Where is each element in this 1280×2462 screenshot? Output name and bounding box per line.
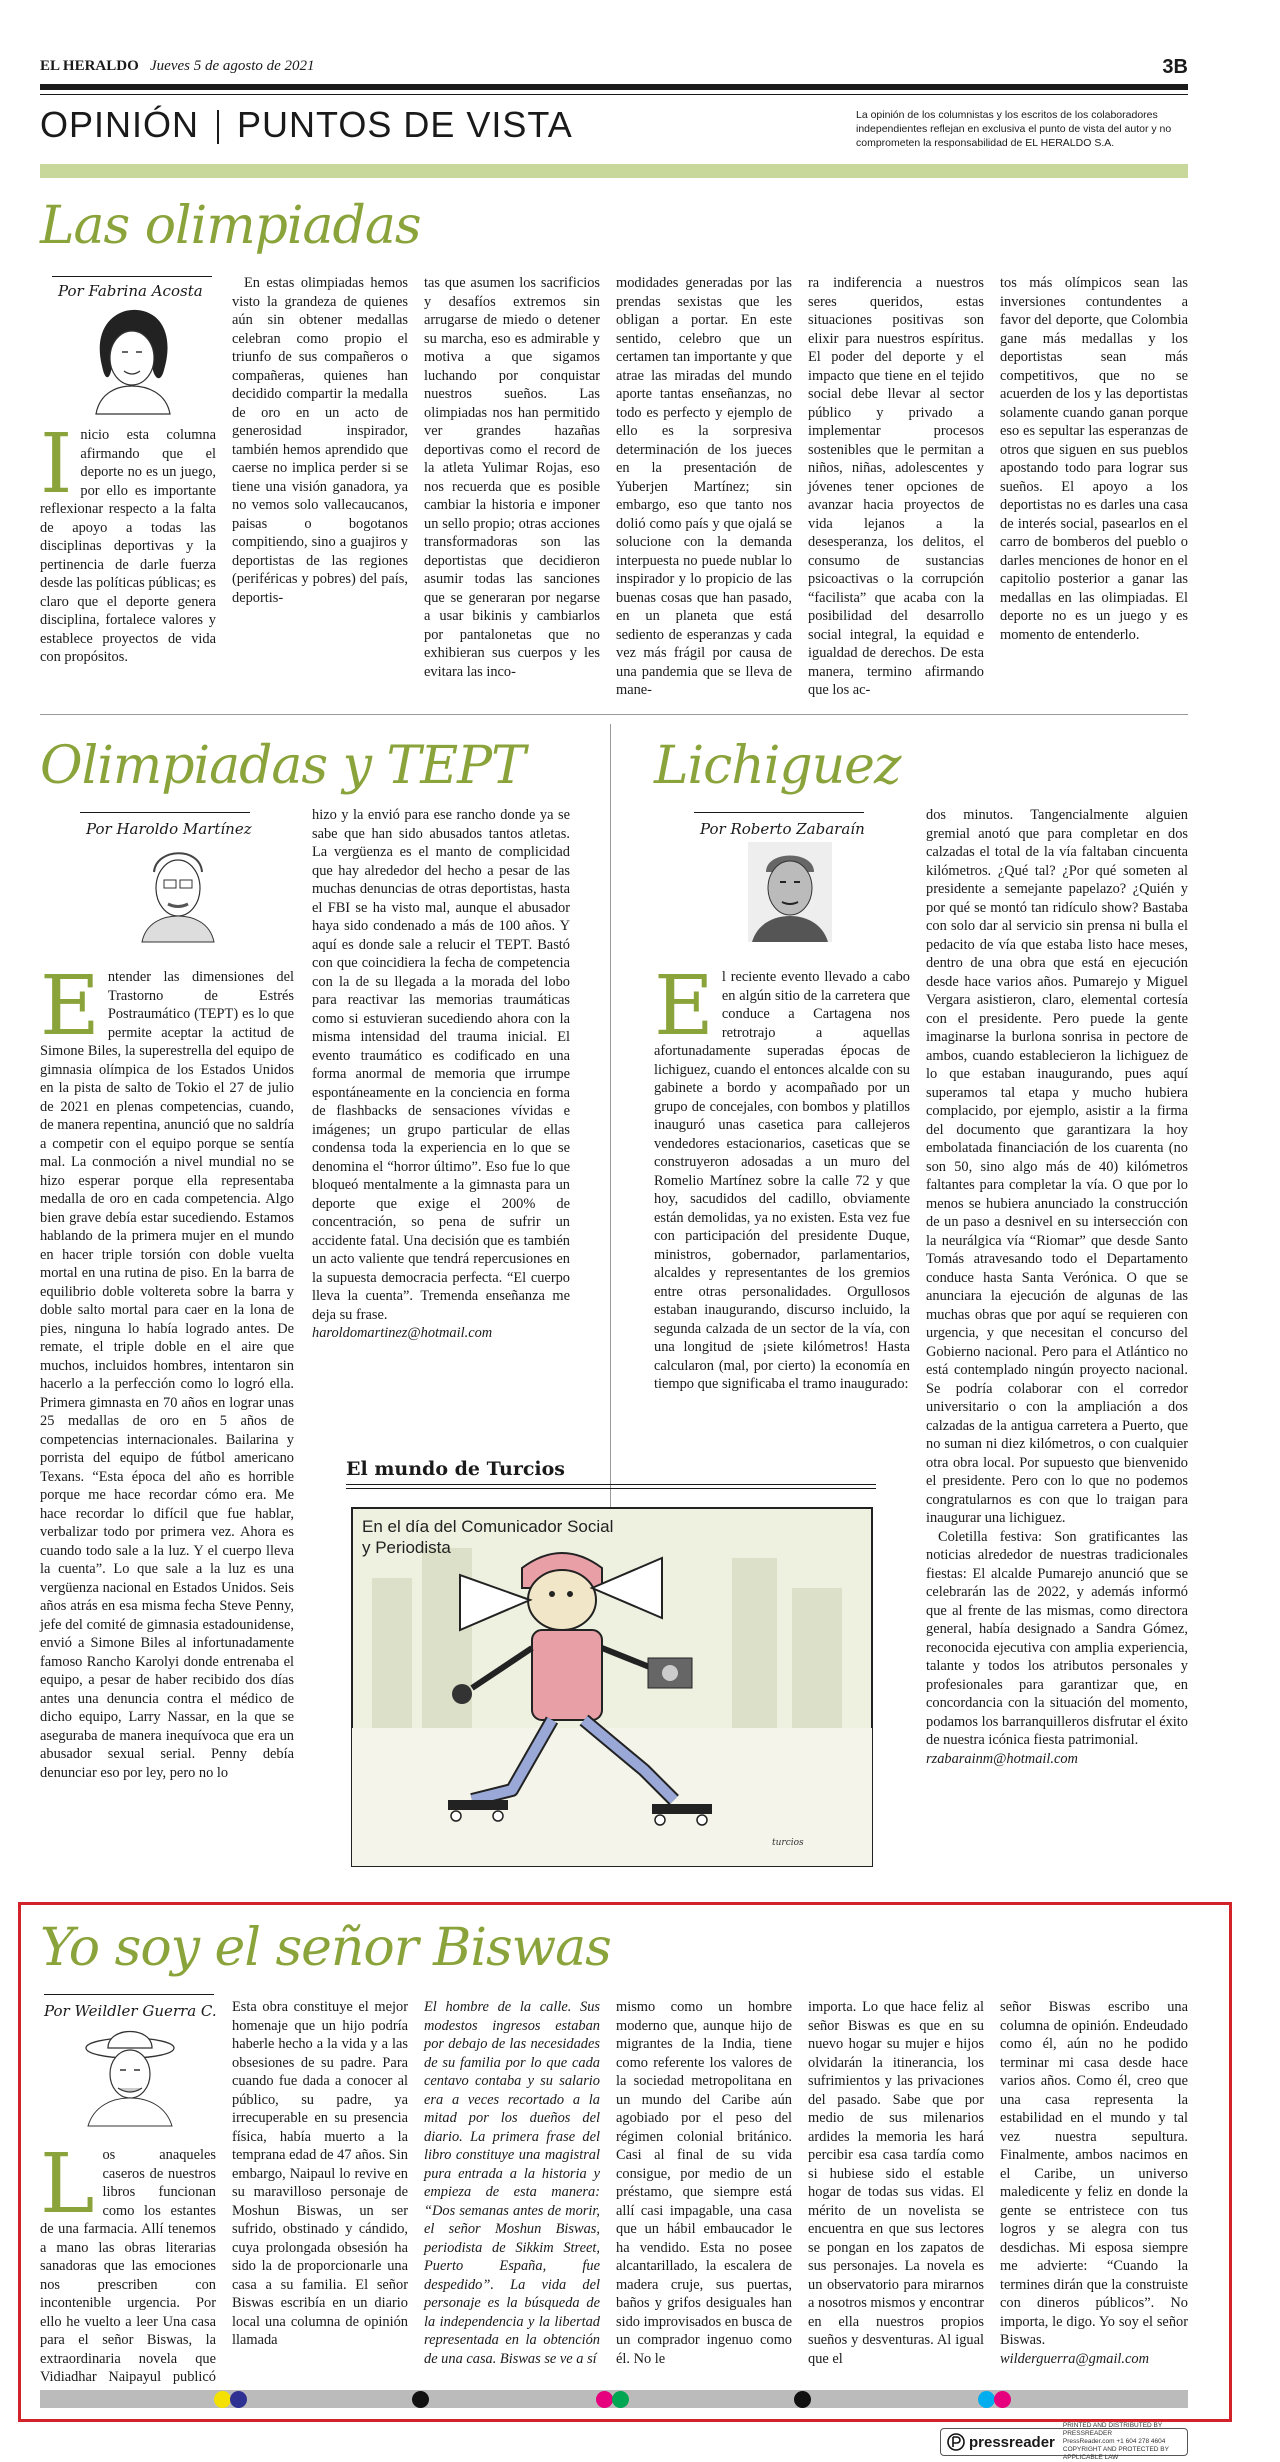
cartoon-section-title: El mundo de Turcios — [346, 1458, 565, 1480]
pressreader-logo-icon — [947, 2433, 965, 2451]
paragraph: Coletilla festiva: Son gratificantes las noticias alrededor de nuestras tradicionales fiestas: El alcalde Pumarejo anunció que se celebrarán las de 2022, y además informó que al frente de las mismas, como directora general, había designado a Sandra Gómez, reconocida ejecutiva con amplia experiencia, talante y todos los atributos personales y profesionales para garantizar que, en concordancia con la situación del momento, podamos los barranquilleros disfrutar el éxito de nuestra icónica fiesta patrimonial. — [926, 1528, 1188, 1748]
pressreader-brand: pressreader — [969, 2433, 1055, 2451]
article-column — [654, 959, 910, 1530]
newspaper-name: EL HERALDO — [40, 58, 139, 74]
author-portrait-icon — [748, 842, 832, 942]
byline-rule — [44, 1994, 214, 1995]
registration-dot — [978, 2391, 995, 2408]
section-divider — [217, 110, 219, 144]
cartoon-rule — [346, 1488, 876, 1489]
editorial-cartoon — [352, 1508, 872, 1866]
paragraph: mismo como un hombre moderno que, aunque hijo de migrantes de la India, tiene como referente los valores de la sociedad metropolitana en un mundo del Caribe aún agobiado por el peso del régimen colonial británico. Casi al final de su vida consigue, por medio de un préstamo, que siempre está allí casi impagable, una casa que un hábil embaucador le ha vendido. Esta no posee alcantarillado, la escalera de madera cruje, sus puertas, baños y grifos desiguales han sido improvisados en busca de un comprador ingenuo como él. No le — [616, 1999, 792, 2367]
edition-date: Jueves 5 de agosto de 2021 — [150, 58, 315, 74]
paragraph: señor Biswas escribo una columna de opinión. Endeudado como él, aún no he podido terminar mi casa desde hace varios años. Como él, creo que una casa representa la estabilidad en el mundo y tal vez nuestra sepultura. Finalmente, ambos nacimos en el Caribe, un universo maledicente y feliz en donde la gente se entristece con tus logros y se alegra con tus desdichas. Mi esposa siempre me advierte: “Cuando la termines dirán que la construiste con dineros públicos”. No importa, le digo. Yo soy el señor Biswas. — [1000, 1999, 1188, 2348]
article-column — [926, 806, 1188, 1846]
paragraph: tos más olímpicos sean las inversiones contundentes a favor del deporte, que Colombia gane más medallas y los deportistas sean más competitivos, que no se acuerden de los y las deportistas solamente cuando ganan porque eso es sepultar las esperanzas de otros que siguen en sus pueblos apostando todo para lograr sus sueños. El apoyo a los deportistas no es darles una casa de interés social, pasearlos en el carro de bomberos del pueblo o darles menciones de honor en el capitolio posterior a ganar las medallas en las olimpiadas. El deporte no es un juego y es momento de entenderlo. — [1000, 275, 1188, 643]
section-title — [40, 104, 573, 146]
cartoon-signature: turcios — [772, 1838, 804, 1848]
author-portrait-icon — [136, 842, 220, 942]
author-portrait-icon — [82, 2026, 178, 2126]
drop-cap: L — [40, 2137, 95, 2232]
article-title: Lichiguez — [654, 736, 901, 796]
article-column — [1000, 274, 1188, 694]
article-column — [616, 1998, 792, 2382]
paragraph: l reciente evento llevado a cabo en algún sitio de la carretera que conduce a Cartagena nos retrotrajo a aquellas afortunadamente superadas épocas de lichiguez, cuando el entonces alcalde con su gabinete a bordo y acompañado por un grupo de concejales, con bombos y platillos inauguró unas casetica para callejeros vendedores estacionarios, caseticas que se construyeron adosadas a un muro del Romelio Martínez sobre la calle 72 y que hoy, sacudidos del cadillo, obviamente están demolidas, ya no existen. Esta vez fue con participación del presidente Duque, ministros, gobernador, parlamentarios, alcaldes y representantes de los gremios entre otras personalidades. Orgullosos estaban inaugurando, discurso incluido, la segunda calzada de un sector de la vía, con una longitud de ¡siete kilómetros! Hasta calcularon (mal, por cierto) la economía en tiempo que significaba el tramo inaugurado: — [654, 969, 910, 1392]
paragraph: importa. Lo que hace feliz al señor Biswas es que en su nuevo hogar su mujer e hijos olvidarán la itinerancia, los sufrimientos y las privaciones del pasado. Sabe que por medio de sus milenarios ardides la memoria les hará percibir esa casa tardía como si hubiese sido el estable hogar de todas sus vidas. El mérito de un novelista se encuentra en que sus lectores se pongan en los zapatos de sus personajes. La novela es un observatorio para mirarnos a nosotros mismos y encontrar en ella nuestros propios sueños y desventuras. Al igual que el — [808, 1999, 984, 2367]
pressreader-phone: PressReader.com +1 604 278 4604 — [1062, 2438, 1166, 2445]
article-separator — [40, 714, 1188, 715]
author-portrait-icon — [82, 306, 182, 414]
paragraph: modidades generadas por las prendas sexistas que les obligan a portar. En este sentido, celebro que un certamen tan importante y que atrae las miradas del mundo aporte tantas enseñanzas, no todo es perfecto y ejemplo de ello es la sorpresiva determinación de los jueces en la presentación de Yuberjen Martínez; sin embargo, eso que tanto nos dolió como país y que ojalá se solucione con la demanda interpuesta no puede nublar lo inspirador y lo propicio de las buenas cosas que han pasado, en un planeta que está sediento de esperanzas y cada vez más frágil por causa de una pandemia que se lleva de mane- — [616, 275, 792, 698]
cartoon-caption: En el día del Comunicador Social y Periodista — [362, 1517, 614, 1557]
paragraph: tas que asumen los sacrificios y desafíos extremos sin arrugarse de miedo o detener su marcha, eso es admirable y motiva a que sigamos luchando por conquistar nuestros sueños. Las olimpiadas nos han permitido ver grandes hazañas deportivas como el record de la atleta Yulimar Rojas, eso nos recuerda que es posible cambiar la historia e imponer un sello propio; otras acciones transformadoras son las deportistas que decidieron asumir todas las sanciones que se generaran por negarse a usar bikinis y cambiarlos por pantalonetas que no exhibieran sus cuerpos y les evitara las inco- — [424, 275, 600, 680]
masthead-rule — [40, 84, 1188, 90]
registration-dot — [794, 2391, 811, 2408]
article-byline: Por Fabrina Acosta — [58, 282, 203, 300]
article-column — [808, 1998, 984, 2382]
page-number: 3B — [1162, 56, 1188, 78]
article-title: Yo soy el señor Biswas — [40, 1918, 611, 1978]
section-name: OPINIÓN — [40, 104, 200, 145]
author-email: haroldomartinez@hotmail.com — [312, 1325, 493, 1341]
byline-rule — [694, 812, 864, 813]
registration-dot — [230, 2391, 247, 2408]
article-byline: Por Haroldo Martínez — [86, 820, 252, 838]
author-email: wilderguerra@gmail.com — [1000, 2350, 1150, 2367]
masthead — [40, 56, 1188, 76]
article-column — [232, 1998, 408, 2382]
paragraph: Esta obra constituye el mejor homenaje que un hijo podría haberle hecho a la vida y a las obsesiones de su padre. Para cuando fue dada a conocer al público, su padre, ya irrecuperable en su presencia física, había muerto a la temprana edad de 47 años. Sin embargo, Naipaul lo revive en su maravilloso personaje de Moshun Biswas, un ser sufrido, obstinado y cándido, cuya prolongada obsesión ha sido la de proporcionarle una casa a su familia. El señor Biswas escribía en un diario local una columna de opinión llamada — [232, 1999, 408, 2348]
pressreader-badge — [940, 2422, 1188, 2461]
article-column — [40, 2137, 216, 2385]
section-subname: PUNTOS DE VISTA — [237, 104, 573, 145]
article-column — [808, 274, 984, 698]
masthead-rule-thin — [40, 94, 1188, 95]
article-byline: Por Weildler Guerra C. — [44, 2002, 217, 2020]
registration-dot — [994, 2391, 1011, 2408]
author-email: rzabarainm@hotmail.com — [926, 1750, 1078, 1767]
article-byline: Por Roberto Zabaraín — [700, 820, 865, 838]
article-title: Las olimpiadas — [40, 196, 421, 256]
article-column — [312, 806, 570, 1418]
article-column — [40, 959, 294, 1844]
paragraph: nicio esta columna afirmando que el deporte no es un juego, por ello es importante reflexionar respecto a la falta de apoyo a todas las disciplinas deportivas y la pertinencia de darle fuerza desde las políticas públicas; es claro que el deporte genera disciplina, fortalece valores y establece proyectos de vida con propósitos. — [40, 427, 216, 665]
paragraph: hizo y la envió para ese rancho donde ya se sabe que han sido abusados tantos atletas. La vergüenza es el manto de complicidad que hay alrededor del hecho a pesar de las muchas denuncias de otras deportistas, hasta el FBI se ha visto mal, aunque el abusador haya sido condenado a más de 100 años. Y aquí es donde sale a relucir el TEPT. Bastó con que coincidiera la fecha de competencia con la de su llegada a la morada del lobo para reactivar las memorias traumáticas como si estuvieran sucediendo ahora con la misma intensidad del trauma inicial. El evento traumático es codificado en una forma anormal de memoria que irrumpe espontáneamente en la conciencia en forma de flashbacks de sensaciones vívidas e imágenes; un grupo particular de ellas condensa toda la experiencia en lo que se denomina el “horror último”. Eso fue lo que bloqueó mentalmente a la gimnasta para un deporte que exige el 200% de concentración, so pena de sufrir un accidente fatal. Una decisión que es también un acto valiente que tendrá repercusiones en la supuesta democracia perfecta. “El cuerpo lleva la cuenta”. Tremenda enseñanza me deja su frase. — [312, 807, 570, 1323]
pressreader-note: PRINTED AND DISTRIBUTED BY PRESSREADER — [1062, 2422, 1163, 2437]
editorial-disclaimer: La opinión de los columnistas y los escritos de los colaboradores independientes reflejan en exclusiva el punto de vista del autor y no comprometen la responsabilidad de EL HERALDO S.A. — [856, 109, 1172, 149]
pressreader-copyright: COPYRIGHT AND PROTECTED BY APPLICABLE LAW — [1062, 2446, 1169, 2461]
registration-dot — [612, 2391, 629, 2408]
article-column — [424, 274, 600, 694]
article-column — [40, 417, 216, 692]
section-band — [40, 164, 1188, 178]
article-column — [616, 274, 792, 698]
registration-dot — [412, 2391, 429, 2408]
pressreader-info — [1063, 2422, 1181, 2462]
registration-dot — [596, 2391, 613, 2408]
paragraph: El hombre de la calle. Sus modestos ingresos estaban por debajo de las necesidades de su familia por lo que cada centavo contaba y su salario era a veces recortado a la mitad por los dueños del diario. La primera frase del libro constituye una magistral pura entrada a la historia y empieza de esta manera: “Dos semanas antes de morir, el señor Moshun Biswas, periodista de Sikkim Street, Puerto España, fue despedido”. La vida del personaje es la búsqueda de la independencia y la libertad representada en la obtención de una casa. Biswas se ve a sí — [424, 1999, 600, 2367]
drop-cap: I — [40, 417, 73, 512]
byline-rule — [80, 812, 250, 813]
paragraph: En estas olimpiadas hemos visto la grandeza de quienes aún sin obtener medallas celebran como propio el triunfo de sus compañeros o compañeras, quienes han decidido compartir la medalla de oro en un acto de generosidad inspirador, también hemos aprendido que caerse no implica perder si se tiene una visión ganadora, ya no vemos solo vallecaucanos, paisas o bogotanos compitiendo, sino a guajiros y deportistas de las regiones (periféricas y pobres) del país, deportis- — [232, 275, 408, 606]
article-title: Olimpiadas y TEPT — [40, 736, 525, 796]
paragraph: ntender las dimensiones del Trastorno de Estrés Postraumático (TEPT) es lo que permite aceptar la actitud de Simone Biles, la superestrella del equipo de gimnasia olímpica de los Estados Unidos en la pista de salto de Tokio el 27 de julio de 2021 en plenas competencias, cuando, de manera repentina, anunció que no saldría a competir con el equipo porque se sentía mal. La conmoción a nivel mundial no se hizo esperar porque ella representaba medalla de oro en cada competencia. Algo bien grave debía estar sucediendo. Estamos hablando de la primera mujer en el mundo en hacer triple torsión con doble vuelta mortal en una rutina de piso. En la barra de equilibrio doble voltereta sobre la barra y doble salto mortal para caer en la lona de pies, ninguna lo había logrado antes. De remate, el triple doble en el aire que muchos, incluidos hombres, intentaron sin hacerlo a la perfección como lo logró ella. Primera gimnasta en 70 años en lograr unas 25 medallas de oro en 5 años de competencias internacionales. Bailarina y porrista del equipo de fútbol americano Texans. “Esta época del año es horrible porque me hace recordar cómo era. Me hace recordar lo difícil que fue hablar, verbalizar todo por primera vez. Ahora es cuando todo sale a la luz. Y el cuerpo lleva la cuenta”. Lo que sale a la luz es una vergüenza nacional en Estados Unidos. Seis años atrás en esa misma fecha Steve Penny, jefe del comité de gimnasia estadounidense, envió a Simone Biles al infortunadamente famoso Rancho Karolyi donde entrenaba el equipo, a pesar de haber recibido dos días antes una denuncia contra el médico de dicho equipo, Larry Nassar, en la que se aseguraba de manera inequívoca que era un abusador sexual serial. Penny debía denunciar eso por ley, pero no lo — [40, 969, 294, 1781]
paragraph: dos minutos. Tangencialmente alguien gremial anotó que para completar en dos calzadas el total de la vía faltaban cincuenta kilómetros. ¿Qué tal? ¿Por qué someten al presidente a semejante papelazo? ¿Quién y por qué se montó tan ridículo show? Bastaba con solo dar al servicio sin prensa ni bulla el pedacito de vía que estaba listo hace meses, dentro de una obra que está en ejecución desde hace varios años. Pumarejo y Miguel Vergara asistieron, claro, elemental cortesía con el presidente. Pero puede la gente imaginarse la burlona sonrisa in pectore de ambos, cuando establecieron la lichiguez de lo que estaban inaugurando, pues aquí superamos tal etapa y mucho hubiera complacido, por ejemplo, asistir a la firma del documento que garantizara la hoy embolatada financiación de los cuarenta (no son 50, sino algo más de 40) kilómetros faltantes para completar la vía. O que por lo menos se hubiera anunciado la construcción de un paso a desnivel en su intersección con la neurálgica vía “Riomar” que desde Santo Tomás atravesando todo el Departamento conduce hasta Santa Verónica. O que se anunciara la ejecución de algunas de las muchas obras que por aquí se requieren con urgencia, y que necesitan el concurso del Gobierno nacional. Pero para el Atlántico no está contemplado ningún proyecto nacional. Se podría colaborar con el corredor universitario o con la ampliación a dos calzadas de la antigua carretera a Puerto, que no suman ni diez kilómetros, o con cualquier otra obra local. Por supuesto que bienvenido el presidente. Pero con lo que no podemos congratularnos es con que lo traigan para inaugurar una lichiguez. — [926, 807, 1188, 1526]
paragraph: ra indiferencia a nuestros seres queridos, estas situaciones positivas son elixir para nuestros espíritus. El poder del deporte y el impacto que tiene en el tejido social debe llevar al sector público y privado a implementar procesos sostenibles que le permitan a niños, niñas, adolescentes y jóvenes tener opciones de avanzar hacia proyectos de vida lejanos a la desesperanza, los delitos, el consumo de sustancias psicoactivas o la corrupción “facilista” que acaba con la posibilidad del desarrollo social integral, la equidad e igualdad de derechos. De esta manera, termino afirmando que los ac- — [808, 275, 984, 698]
article-column — [1000, 1998, 1188, 2382]
article-column — [424, 1998, 600, 2382]
drop-cap: E — [654, 959, 714, 1054]
article-column — [232, 274, 408, 694]
drop-cap: E — [40, 959, 100, 1054]
paragraph: os anaqueles caseros de nuestros libros funcionan como los estantes de una farmacia. Allí tenemos a mano las obras literarias sanadoras que las emociones nos prescriben con incontenible urgencia. Por ello he vuelto a leer Una casa para el señor Biswas, la extraordinaria novela que Vidiadhar Naipayul publicó — [40, 2147, 216, 2385]
byline-rule — [52, 276, 212, 277]
cartoon-rule — [346, 1484, 876, 1485]
registration-dot — [214, 2391, 231, 2408]
